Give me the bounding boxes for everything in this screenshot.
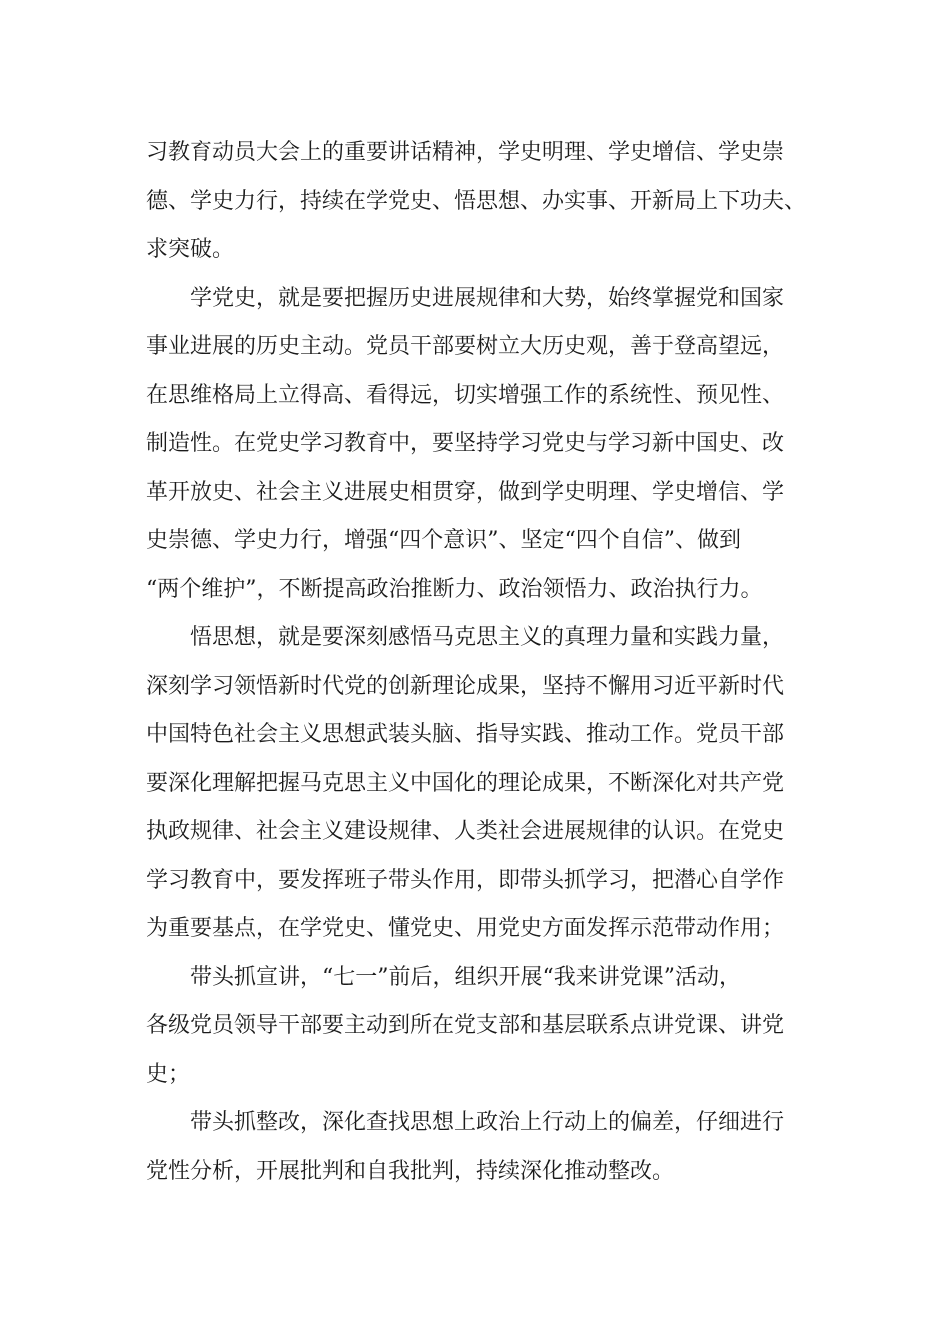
text-line: 制造性。在党史学习教育中，要坚持学习党史与学习新中国史、改 bbox=[146, 431, 785, 456]
text-line: 德、学史力行，持续在学党史、悟思想、办实事、开新局上下功夫、 bbox=[146, 188, 807, 214]
paragraph-2 bbox=[146, 275, 816, 615]
text-line: 求突破。 bbox=[146, 237, 235, 262]
text-line: 在思维格局上立得高、看得远，切实增强工作的系统性、预见性、 bbox=[146, 382, 785, 408]
text-line: 为重要基点，在学党史、懂党史、用党史方面发挥示范带动作用； bbox=[146, 916, 785, 941]
text-line: 要深化理解把握马克思主义中国化的理论成果，不断深化对共产党 bbox=[146, 770, 785, 796]
paragraph-3 bbox=[146, 614, 816, 954]
text-line: 事业进展的历史主动。党员干部要树立大历史观，善于登高望远， bbox=[146, 334, 785, 359]
text-line: 中国特色社会主义思想武装头脑、指导实践、推动工作。党员干部 bbox=[146, 722, 785, 747]
paragraph-4 bbox=[146, 954, 816, 1100]
text-line: 学党史，就是要把握历史进展规律和大势，始终掌握党和国家 bbox=[190, 285, 785, 311]
text-line: 各级党员领导干部要主动到所在党支部和基层联系点讲党课、讲党 bbox=[146, 1013, 785, 1038]
text-line: 党性分析，开展批判和自我批判，持续深化推动整改。 bbox=[146, 1158, 675, 1184]
text-line: “两个维护”，不断提高政治推断力、政治领悟力、政治执行力。 bbox=[146, 576, 763, 602]
text-line: 史； bbox=[146, 1061, 191, 1087]
paragraph-1 bbox=[146, 129, 816, 275]
text-line: 革开放史、社会主义进展史相贯穿，做到学史明理、学史增信、学 bbox=[146, 479, 785, 505]
text-line: 史崇德、学史力行，增强“四个意识”、坚定“四个自信”、做到 bbox=[146, 528, 741, 553]
text-line: 深刻学习领悟新时代党的创新理论成果，坚持不懈用习近平新时代 bbox=[146, 673, 785, 699]
text-line: 带头抓宣讲，“七一”前后，组织开展“我来讲党课”活动， bbox=[190, 964, 741, 990]
paragraph-5 bbox=[146, 1099, 816, 1196]
document-body bbox=[146, 129, 816, 1196]
text-line: 学习教育中，要发挥班子带头作用，即带头抓学习，把潜心自学作 bbox=[146, 867, 785, 893]
text-line: 带头抓整改，深化查找思想上政治上行动上的偏差，仔细进行 bbox=[190, 1110, 785, 1135]
text-line: 习教育动员大会上的重要讲话精神，学史明理、学史增信、学史崇 bbox=[146, 140, 785, 165]
text-line: 执政规律、社会主义建设规律、人类社会进展规律的认识。在党史 bbox=[146, 819, 785, 844]
text-line: 悟思想，就是要深刻感悟马克思主义的真理力量和实践力量， bbox=[190, 625, 785, 650]
